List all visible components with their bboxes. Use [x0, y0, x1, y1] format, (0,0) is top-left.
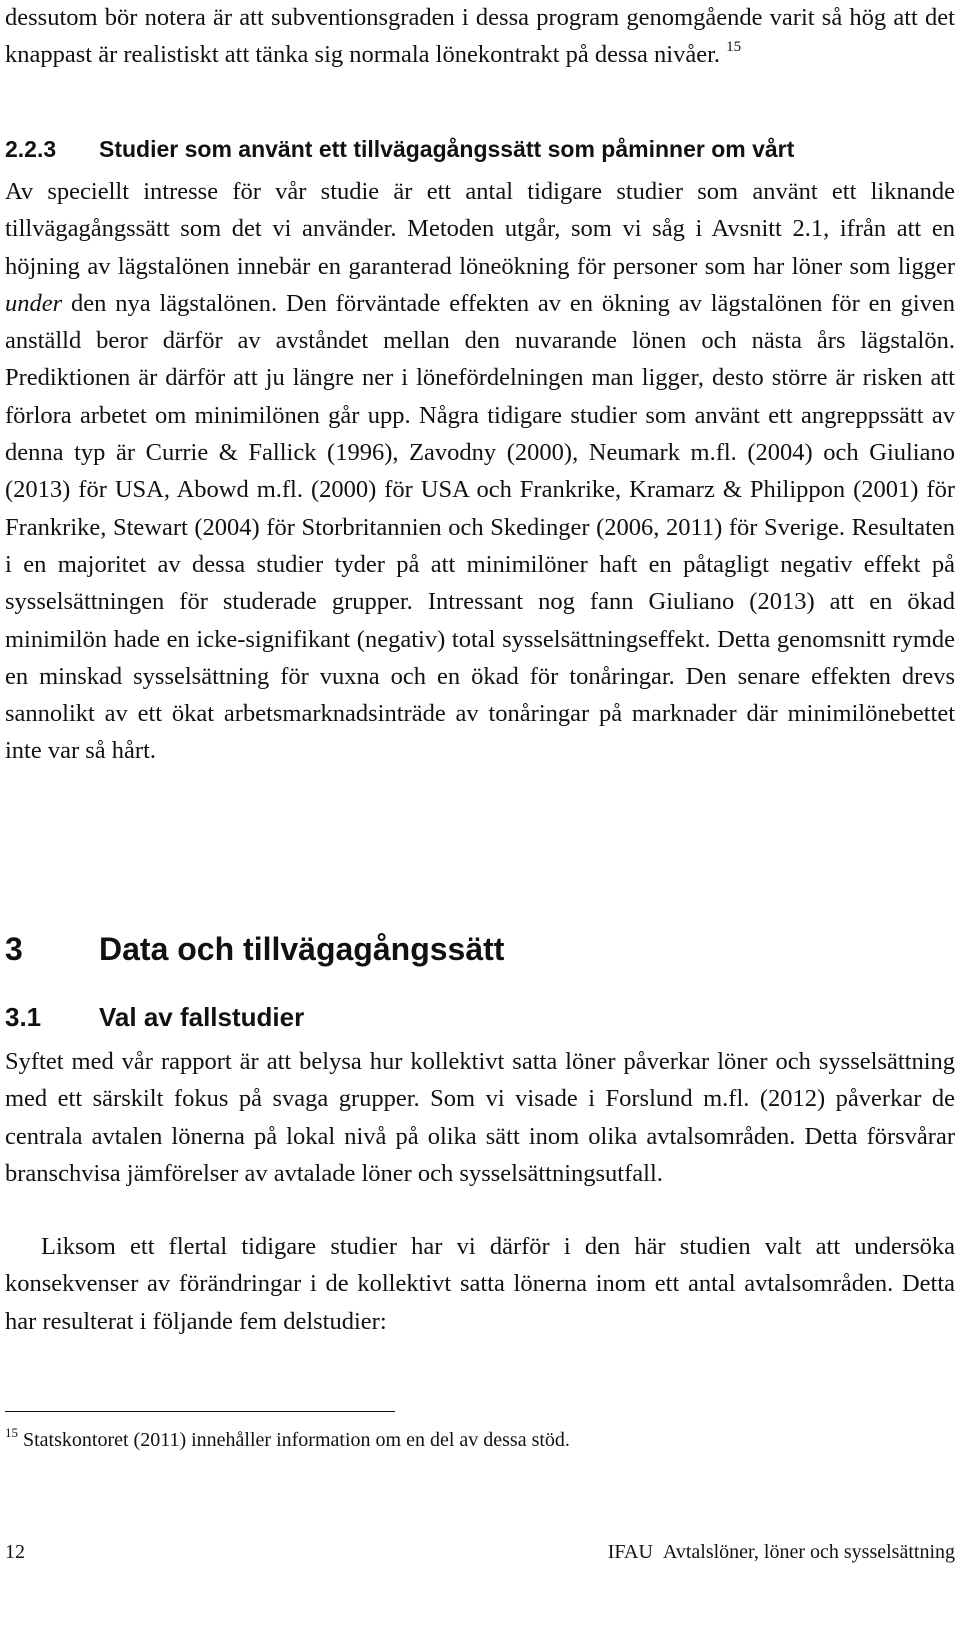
footnote-text: Statskontoret (2011) innehåller information om en del av dessa stöd.	[23, 1429, 570, 1451]
section-number: 2.2.3	[5, 136, 57, 162]
intro-paragraph-text: dessutom bör notera är att subventionsgraden i dessa program genomgående varit så hög att det knappast är realistiskt att tänka sig normala lönekontrakt på dessa nivåer.	[5, 4, 955, 69]
page-number: 12	[5, 1541, 25, 1563]
footnote-reference[interactable]: 15	[726, 39, 742, 56]
emphasized-word: under	[5, 289, 63, 317]
chapter-heading-3	[5, 929, 955, 969]
section-title: Val av fallstudier	[99, 1002, 305, 1032]
paragraph-text-part-1: Av speciellt intresse för vår studie är ett antal tidigare studier som använt ett liknande tillvägagångssätt som det vi använder. Metoden utgår, som vi såg i Avsnitt 2.1, ifrån att en höjning av lägstalönen innebär en garanterad löneökning för personer som har löner som ligger	[5, 178, 955, 280]
section-2-2-3-paragraph	[5, 173, 955, 770]
section-number: 3.1	[5, 1002, 42, 1032]
section-heading-2-2-3	[5, 134, 955, 164]
running-title: Avtalslöner, löner och sysselsättning	[662, 1541, 955, 1563]
footnote-separator	[5, 1411, 395, 1412]
section-heading-3-1	[5, 1000, 955, 1034]
chapter-title: Data och tillvägagångssätt	[99, 931, 505, 967]
section-3-1-paragraph-2: Liksom ett flertal tidigare studier har vi därför i den här studien valt att undersöka konsekvenser av förändringar i de kollektivt satta lönerna inom ett antal avtalsområden. Detta har resulterat i följande fem delstudier:	[5, 1233, 955, 1335]
paragraph-text-part-2: den nya lägstalönen. Den förväntade effekten av en ökning av lägstalönen för en given anställd beror därför av avståndet mellan den nuvarande lönen och nästa års lägstalön. Prediktionen är därför att ju längre ner i lönefördelningen man ligger, desto större är risken att förlora arbetet om minimilönen går upp. Några tidigare studier som använt ett angreppssätt av denna typ är Currie & Fallick (1996), Zavodny (2000), Neumark m.fl. (2004) och Giuliano (2013) för USA, Abowd m.fl. (2000) för USA och Frankrike, Kramarz & Philippon (2001) för Frankrike, Stewart (2004) för Storbritannien och Skedinger (2006, 2011) för Sverige. Resultaten i en majoritet av dessa studier tyder på att minimilöner haft en påtagligt negativ effekt på sysselsättningen för studerade grupper. Intressant nog fann Giuliano (2013) att en ökad minimilön hade en icke-signifikant (negativ) total sysselsättningseffekt. Detta genomsnitt rymde en minskad sysselsättning för vuxna och en ökad för tonåringar. Den senare effekten drevs sannolikt av ett ökat arbetsmarknadsinträde av tonåringar på marknader där minimilönebettet inte var så hårt.	[5, 289, 955, 765]
publisher-name: IFAU	[607, 1541, 653, 1563]
chapter-number: 3	[5, 931, 23, 967]
document-page	[5, 0, 955, 1628]
section-title: Studier som använt ett tillvägagångssätt som påminner om vårt	[99, 136, 795, 162]
footnote-number: 15	[5, 1425, 18, 1440]
page-footer	[5, 1539, 955, 1565]
running-footer	[608, 1539, 955, 1565]
intro-paragraph	[5, 0, 955, 74]
section-3-1-paragraph-1: Syftet med vår rapport är att belysa hur kollektivt satta löner påverkar löner och sysselsättning med ett särskilt fokus på svaga grupper. Som vi visade i Forslund m.fl. (2012) påverkar de centrala avtalen lönerna på lokal nivå på olika sätt inom olika avtalsområden. Detta försvårar branschvisa jämförelser av avtalade löner och sysselsättningsutfall.	[5, 1048, 955, 1187]
footnote	[5, 1427, 955, 1453]
